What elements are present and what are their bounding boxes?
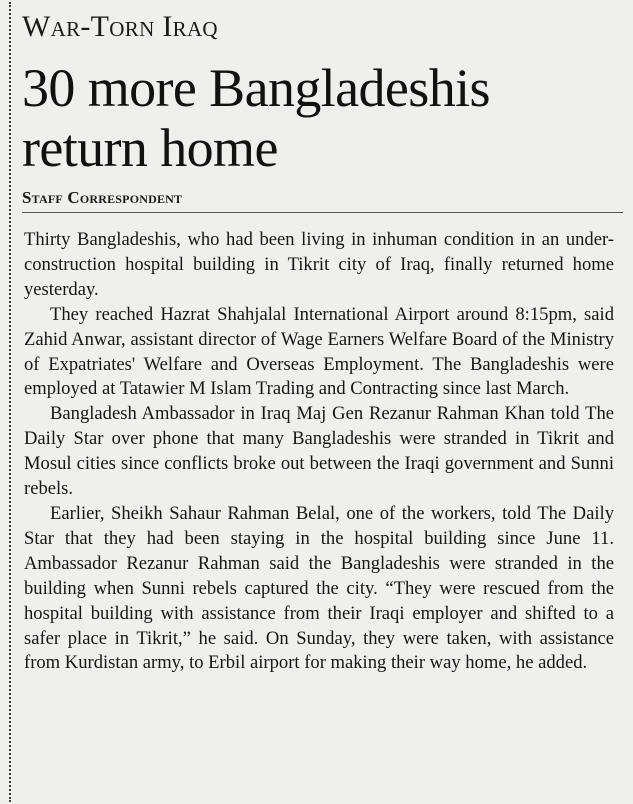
article-paragraph: Bangladesh Ambassador in Iraq Maj Gen Rezanur Rahman Khan told The Daily Star over phone that many Bangladeshis were stranded in Tikrit and Mosul cities since conflicts broke out between the Iraqi government and Sunni rebels.: [24, 403, 614, 500]
dotted-column-divider: [9, 2, 11, 802]
byline-rule: [22, 212, 623, 213]
article-paragraph: They reached Hazrat Shahjalal International Airport around 8:15pm, said Zahid Anwar, assistant director of Wage Earners Welfare Board of the Ministry of Expatriates' Welfare and Overseas Employment. The Bangladeshis were employed at Tatawier M Islam Trading and Contracting since last March.: [24, 303, 614, 400]
article-headline: 30 more Bangladeshis return home: [22, 58, 490, 178]
article-body: [24, 228, 614, 676]
article-paragraph: Thirty Bangladeshis, who had been living in inhuman condition in an under-construction hospital building in Tikrit city of Iraq, finally returned home yesterday.: [24, 229, 614, 300]
article-paragraph: Earlier, Sheikh Sahaur Rahman Belal, one of the workers, told The Daily Star that they had been staying in the hospital building since June 11. Ambassador Rezanur Rahman said the Bangladeshis were stranded in the building when Sunni rebels captured the city. “They were rescued from the hospital building with assistance from their Iraqi employer and shifted to a safer place in Tikrit,” he said. On Sunday, they were taken, with assistance from Kurdistan army, to Erbil airport for making their way home, he added.: [24, 502, 614, 674]
article-kicker: War-Torn Iraq: [22, 10, 218, 43]
article-byline: Staff Correspondent: [22, 188, 183, 207]
